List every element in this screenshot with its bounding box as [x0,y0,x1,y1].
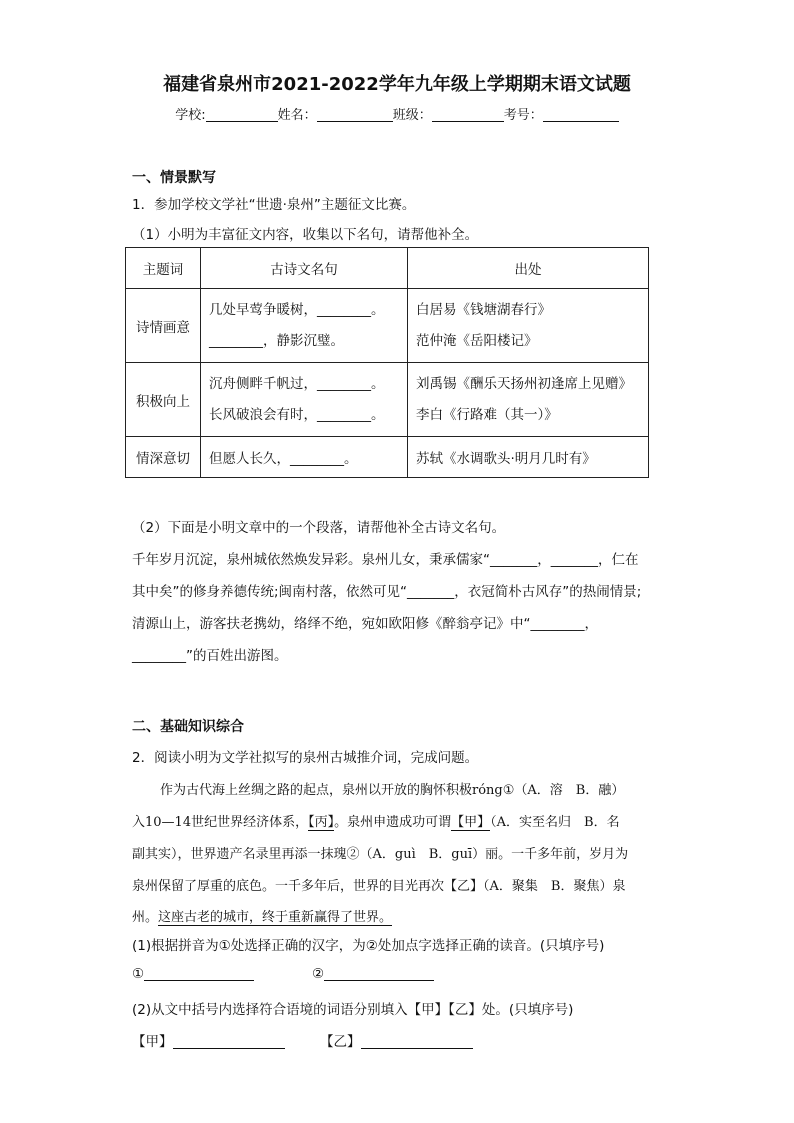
table-cell-source [408,437,649,478]
answer-mark-1: ① [132,966,145,982]
poem-line: ________，静影沉璧。 [209,332,344,349]
table-row [126,363,649,437]
table-cell-source [408,363,649,437]
source-line: 白居易《钱塘湖春行》 [416,301,551,318]
number-blank[interactable] [543,107,619,122]
student-info-line [0,104,794,123]
table-cell-theme: 诗情画意 [126,289,201,363]
answer-blank-yi[interactable] [361,1034,473,1049]
table-header-row [126,248,649,289]
table-cell-lines[interactable] [201,289,408,363]
name-label: 姓名： [277,108,317,123]
poem-line: 长风破浪会有时，________。 [209,406,385,423]
poetry-table [125,247,649,478]
passage-line: 泉州保留了厚重的底色。一千多年后，世界的目光再次【乙】（A．聚集 B．聚焦）泉 [132,879,626,894]
answer-line-jia [132,1030,285,1050]
question-1-part-2: （2）下面是小明文章中的一个段落，请帮他补全古诗文名句。 [132,520,506,536]
section-heading-1: 一、情景默写 [132,170,216,186]
table-header-source: 出处 [408,248,649,289]
paragraph-line[interactable]: ________”的百姓出游图。 [132,648,288,664]
question-2-part-2: (2)从文中括号内选择符合语境的词语分别填入【甲】【乙】处。(只填序号) [132,1002,574,1018]
table-cell-theme: 积极向上 [126,363,201,437]
source-line: 范仲淹《岳阳楼记》 [416,332,538,349]
underlined-sentence: 这座古老的城市，终于重新赢得了世界。 [158,910,393,925]
passage-line [132,906,392,925]
table-header-theme: 主题词 [126,248,201,289]
marker-jia: 【甲】 [451,815,491,830]
school-label: 学校: [175,108,206,123]
paragraph-line[interactable]: 千年岁月沉淀，泉州城依然焕发异彩。泉州儿女，秉承儒家“_______，_______，仁在 [132,552,639,568]
class-blank[interactable] [432,107,504,122]
page-title: 福建省泉州市2021-2022学年九年级上学期期末语文试题 [163,74,631,95]
poem-line: 但愿人长久，________。 [209,451,358,467]
poem-line: 几处早莺争暖树，________。 [209,301,385,318]
answer-line-1 [132,966,254,982]
answer-blank-1[interactable] [144,966,254,981]
answer-mark-2: ② [312,966,325,982]
source-line: 刘禹锡《酬乐天扬州初逢席上见赠》 [416,375,632,392]
answer-mark-yi: 【乙】 [320,1034,361,1050]
source-line: 李白《行路难（其一）》 [416,406,558,423]
table-row [126,437,649,478]
answer-line-2 [312,966,434,982]
class-label: 班级： [392,108,432,123]
paragraph-line[interactable]: 清源山上，游客扶老携幼，络绎不绝，宛如欧阳修《醉翁亭记》中“________， [132,616,598,632]
question-1-part-1: （1）小明为丰富征文内容，收集以下名句，请帮他补全。 [132,227,479,243]
poem-line: 沉舟侧畔千帆过，________。 [209,375,385,392]
question-2-part-1: (1)根据拼音为①处选择正确的汉字，为②处加点字选择正确的读音。(只填序号) [132,938,605,954]
table-cell-lines[interactable] [201,363,408,437]
table-cell-lines[interactable] [201,437,408,478]
answer-mark-jia: 【甲】 [132,1034,173,1050]
source-line: 苏轼《水调歌头·明月几时有》 [416,451,596,467]
passage-line [132,811,620,830]
passage-text: （A．实至名归 B．名 [490,815,620,830]
table-header-lines: 古诗文名句 [201,248,408,289]
question-1: 1．参加学校文学社“世遗·泉州”主题征文比赛。 [132,197,416,213]
marker-bing: 【丙】 [308,815,335,830]
school-blank[interactable] [206,107,278,122]
table-row [126,289,649,363]
table-cell-theme: 情深意切 [126,437,201,478]
answer-blank-jia[interactable] [173,1034,285,1049]
passage-text: 。泉州申遗成功可谓 [334,815,452,830]
name-blank[interactable] [317,107,393,122]
answer-blank-2[interactable] [324,966,434,981]
table-cell-source [408,289,649,363]
passage-line: 副其实），世界遗产名录里再添一抹瑰②（A．guì B．guī）丽。一千多年前，岁月为 [132,847,629,862]
passage-text: 入10—14世纪世界经济体系， [132,815,309,830]
question-2: 2．阅读小明为文学社拟写的泉州古城推介词，完成问题。 [132,750,479,766]
passage-text: 州。 [132,910,159,925]
section-heading-2: 二、基础知识综合 [132,719,244,735]
paragraph-line[interactable]: 其中矣”的修身养德传统;闽南村落，依然可见“_______，衣冠简朴古风存”的热闹情景; [132,584,642,600]
passage-line: 作为古代海上丝绸之路的起点，泉州以开放的胸怀积极róng①（A．溶 B．融） [160,783,625,798]
number-label: 考号： [503,108,543,123]
answer-line-yi [320,1030,473,1050]
